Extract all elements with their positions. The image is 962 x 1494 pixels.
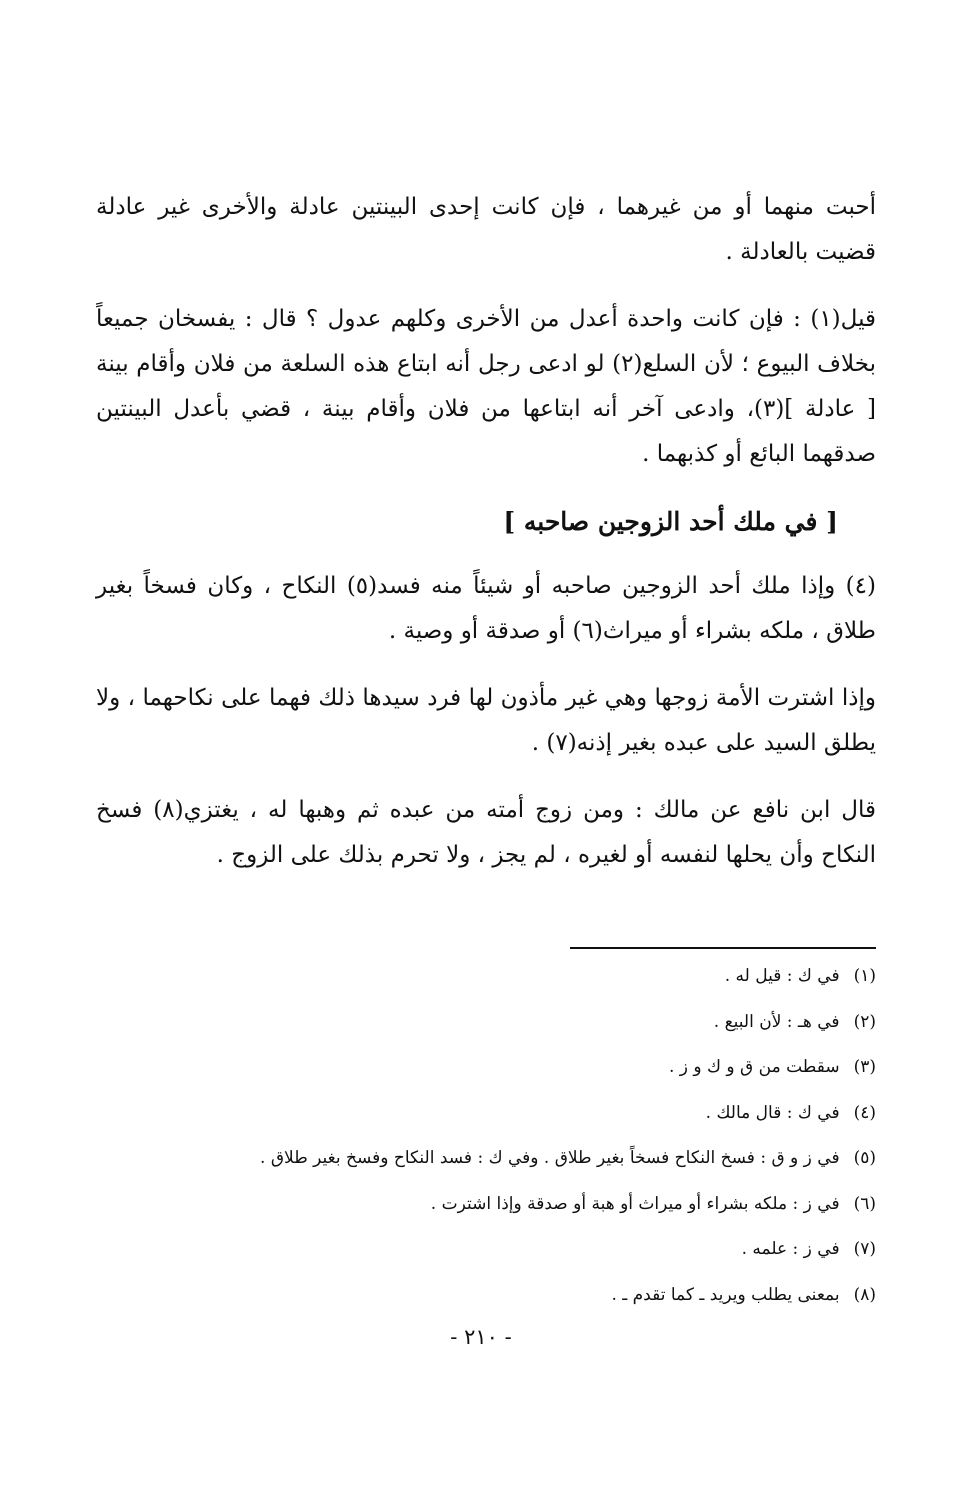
footnote-text: بمعنى يطلب ويريد ـ كما تقدم ـ .	[611, 1284, 840, 1305]
footnote-7	[120, 1238, 876, 1260]
footnote-text: في ك : قيل له .	[724, 966, 840, 986]
footnote-number: (٦)	[853, 1193, 876, 1214]
footnote-1	[120, 965, 876, 987]
footnote-text: في ز : ملكه بشراء أو ميراث أو هبة أو صدقة وإذا اشترت .	[430, 1193, 840, 1214]
paragraph-5: قال ابن نافع عن مالك : ومن زوج أمته من عبده ثم وهبها له ، يغتزي(٨) فسخ النكاح وأن يحلها لنفسه أو لغيره ، لم يجز ، ولا تحرم بذلك على الزوج .	[96, 797, 876, 868]
page-number: - ٢١٠ -	[450, 1325, 512, 1349]
footnote-2	[120, 1011, 876, 1033]
footnote-number: (١)	[853, 966, 876, 986]
footnote-number: (٨)	[853, 1284, 876, 1305]
paragraph-4: وإذا اشترت الأمة زوجها وهي غير مأذون لها فرد سيدها ذلك فهما على نكاحهما ، ولا يطلق السيد على عبده بغير إذنه(٧) .	[96, 685, 876, 756]
footnote-6	[120, 1193, 876, 1215]
footnote-divider	[570, 947, 876, 949]
footnotes	[120, 965, 876, 1329]
footnote-text: سقطت من ق و ك و ز .	[668, 1057, 840, 1077]
footnote-number: (٤)	[853, 1102, 876, 1123]
footnote-text: في ز : علمه .	[741, 1239, 840, 1259]
footnote-number: (٥)	[853, 1148, 876, 1168]
footnote-8	[120, 1284, 876, 1306]
footnote-4	[120, 1102, 876, 1124]
footnote-number: (٧)	[853, 1239, 876, 1259]
main-text	[96, 185, 876, 900]
section-heading: [ في ملك أحد الزوجين صاحبه ]	[503, 507, 838, 536]
paragraph-1: أحبت منهما أو من غيرهما ، فإن كانت إحدى البينتين عادلة والأخرى غير عادلة قضيت بالعادلة .	[96, 194, 876, 265]
paragraph-2: قيل(١) : فإن كانت واحدة أعدل من الأخرى وكلهم عدول ؟ قال : يفسخان جميعاً بخلاف البيوع ؛ لأن السلع(٢) لو ادعى رجل أنه ابتاع هذه السلعة من فلان وأقام بينة [ عادلة ](٣)، وادعى آخر أنه ابتاعها من فلان وأقام بينة ، قضي بأعدل البينتين صدقهما البائع أو كذبهما .	[96, 306, 876, 467]
footnote-3	[120, 1056, 876, 1078]
footnote-number: (٣)	[853, 1057, 876, 1077]
footnote-text: في هـ : لأن البيع .	[713, 1011, 840, 1032]
paragraph-3: (٤) وإذا ملك أحد الزوجين صاحبه أو شيئاً منه فسد(٥) النكاح ، وكان فسخاً بغير طلاق ، ملكه بشراء أو ميراث(٦) أو صدقة أو وصية .	[96, 573, 876, 644]
footnote-text: في ز و ق : فسخ النكاح فسخاً بغير طلاق . وفي ك : فسد النكاح وفسخ بغير طلاق .	[260, 1148, 840, 1168]
footnote-5	[120, 1147, 876, 1169]
footnote-number: (٢)	[853, 1011, 876, 1032]
footnote-text: في ك : قال مالك .	[705, 1102, 840, 1123]
